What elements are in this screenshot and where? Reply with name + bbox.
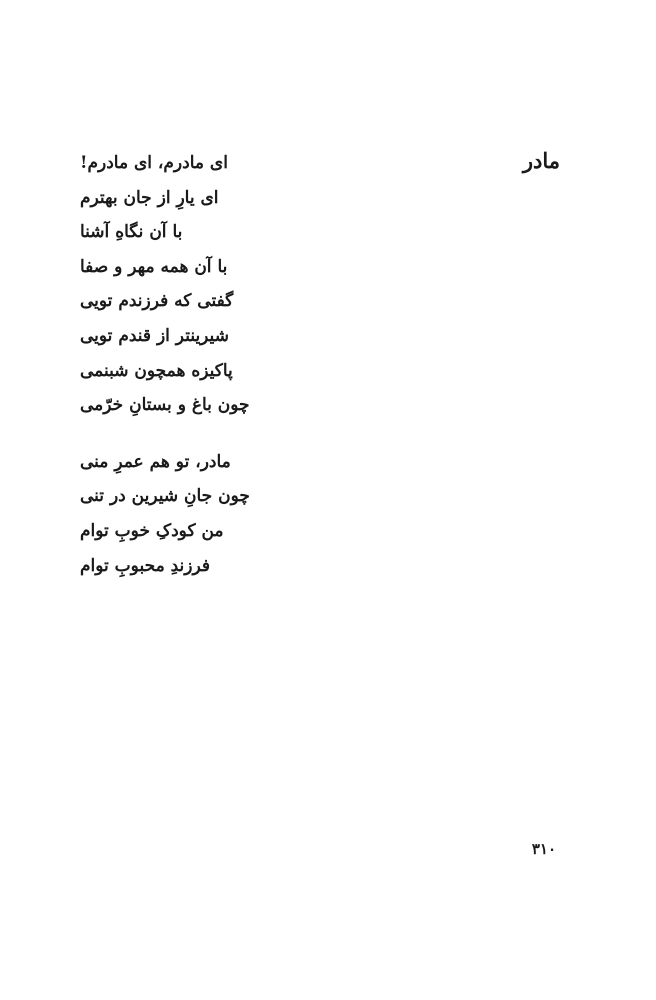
poem-line: چون باغ و بستانِ خرّمی bbox=[80, 395, 250, 416]
poem-line: ای مادرم، ای مادرم! bbox=[80, 153, 228, 173]
poem-title: مادر bbox=[522, 148, 560, 173]
poem-line: گفتی که فرزندم تویی bbox=[80, 291, 234, 312]
poem-body bbox=[80, 146, 380, 583]
poem-line: شیرینتر از قندم تویی bbox=[80, 325, 229, 346]
poem-line: فرزندِ محبوبِ توام bbox=[80, 555, 210, 576]
poem-line: مادر، تو هم عمرِ منی bbox=[80, 451, 231, 472]
poem-line: پاکیزه همچون شبنمی bbox=[80, 360, 233, 381]
page-number: ۳۱۰ bbox=[531, 840, 556, 858]
poem-line: ای یارِ از جان بهترم bbox=[80, 187, 219, 208]
stanza-2 bbox=[80, 445, 380, 583]
poem-line: با آن نگاهِ آشنا bbox=[80, 222, 183, 243]
poem-line: من کودکِ خوبِ توام bbox=[80, 520, 224, 541]
stanza-1 bbox=[80, 146, 380, 423]
poem-line: چون جانِ شیرین در تنی bbox=[80, 486, 250, 507]
poem-line: با آن همه مهر و صفا bbox=[80, 256, 228, 277]
